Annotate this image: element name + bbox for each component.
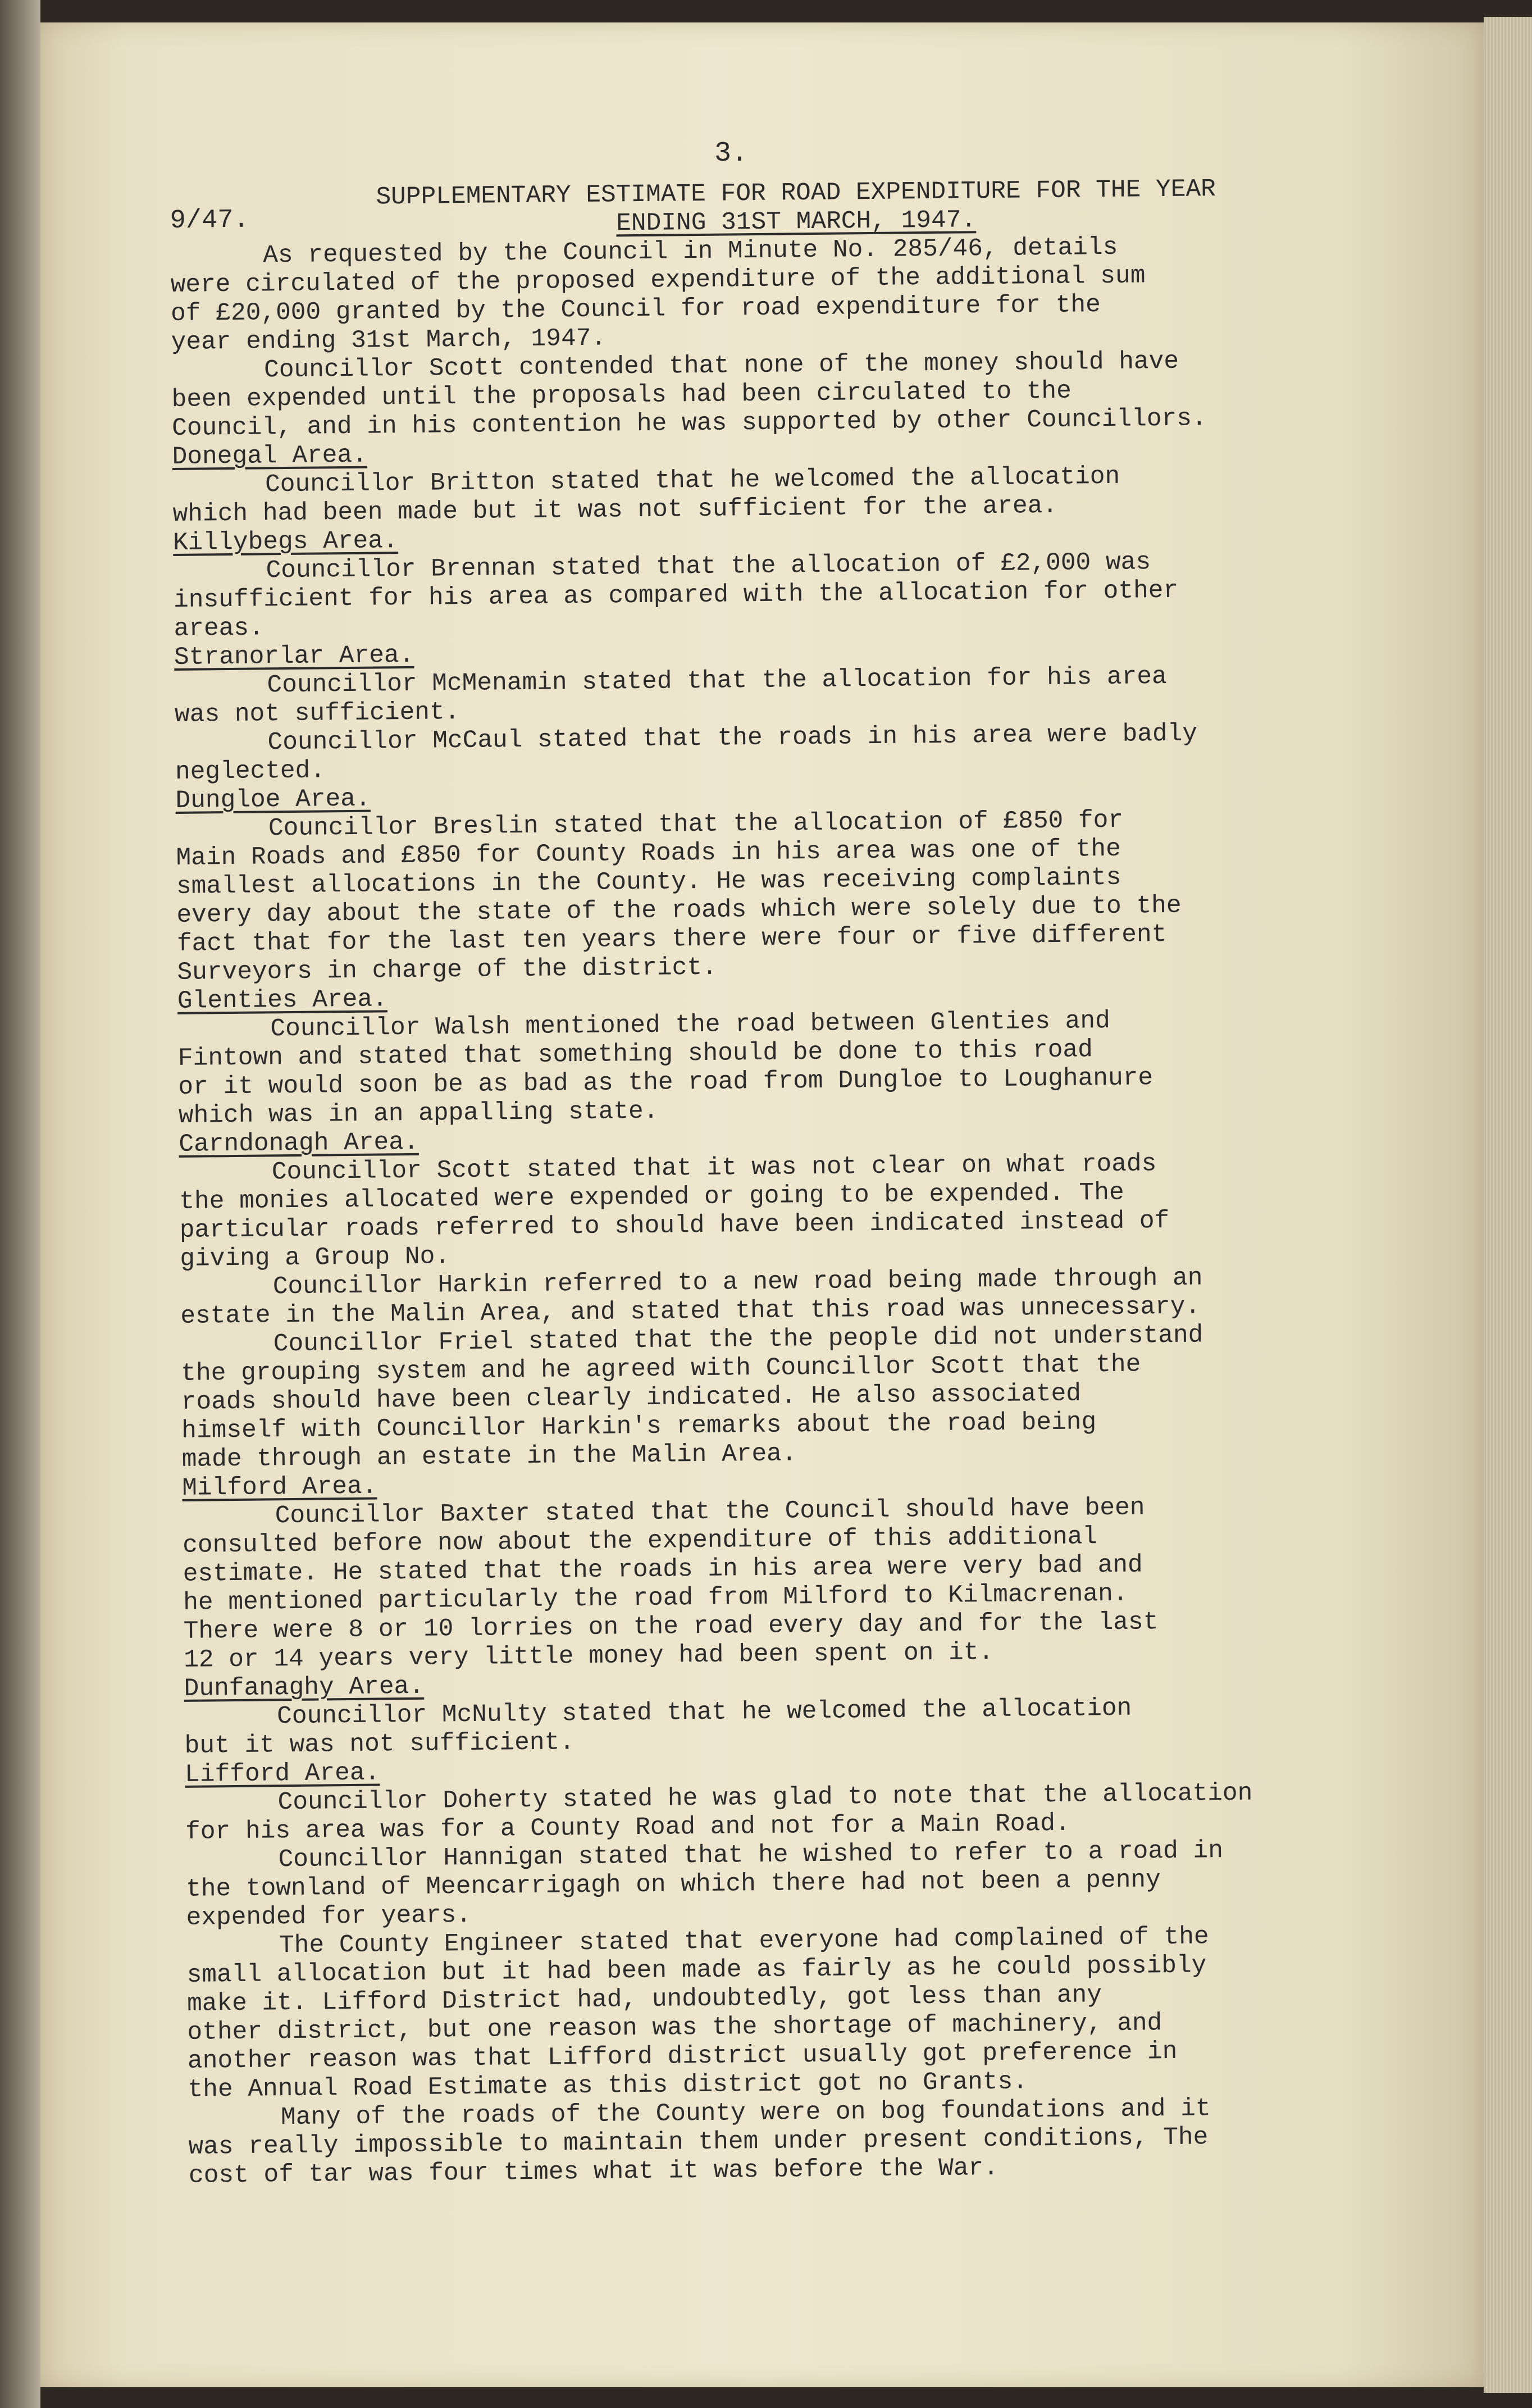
- text-line: small allocation but it had been made as fairly as he could possibly: [186, 1951, 1207, 1990]
- text-line: expended for years.: [186, 1901, 472, 1932]
- title-line-2: ENDING 31ST MARCH, 1947.: [615, 206, 977, 238]
- paragraph: [170, 230, 1440, 357]
- text-line: cost of tar was four times what it was before the War.: [188, 2154, 999, 2190]
- page-number: 3.: [714, 138, 749, 170]
- text-line: other district, but one reason was the shortage of machinery, and: [187, 2009, 1162, 2047]
- paragraph: [179, 1147, 1449, 1274]
- text-line: were circulated of the proposed expenditure of the additional sum: [170, 262, 1146, 299]
- paragraph: [177, 1004, 1448, 1131]
- area-heading: Milford Area.: [182, 1472, 377, 1503]
- text-line: the grouping system and he agreed with Councillor Scott that the: [181, 1350, 1141, 1388]
- title-line-1: SUPPLEMENTARY ESTIMATE FOR ROAD EXPENDITURE FOR THE YEAR: [376, 175, 1216, 212]
- area-heading: Stranorlar Area.: [174, 641, 414, 672]
- text-line: the monies allocated were expended or going to be expended. The: [179, 1178, 1124, 1216]
- text-line: Councillor Brennan stated that the allocation of £2,000 was: [266, 548, 1151, 585]
- text-line: Councillor Scott contended that none of the money should have: [263, 347, 1179, 385]
- text-line: Councillor Walsh mentioned the road between Glenties and: [270, 1007, 1111, 1044]
- text-line: for his area was for a County Road and not for a Main Road.: [185, 1809, 1070, 1846]
- text-line: year ending 31st March, 1947.: [171, 324, 607, 357]
- text-line: make it. Lifford District had, undoubtedly, got less than any: [186, 1981, 1102, 2018]
- paragraph: [181, 1319, 1451, 1474]
- text-line: Councillor McMenamin stated that the allocation for his area: [267, 662, 1167, 700]
- paragraph: [173, 545, 1443, 644]
- text-line: Councillor Britton stated that he welcomed the allocation: [265, 462, 1120, 499]
- text-line: insufficient for his area as compared with the allocation for other: [173, 576, 1179, 614]
- paragraph: [186, 1920, 1457, 2105]
- text-line: Councillor Doherty stated he was glad to note that the allocation: [277, 1779, 1253, 1817]
- text-line: Councillor Harkin referred to a new road being made through an: [272, 1264, 1203, 1301]
- paragraph: [183, 1491, 1453, 1675]
- text-line: Main Roads and £850 for County Roads in his area was one of the: [176, 835, 1121, 872]
- text-line: which had been made but it was not sufficient for the area.: [172, 491, 1058, 529]
- text-line: Many of the roads of the County were on bog foundations and it: [280, 2095, 1211, 2132]
- paragraph: [176, 803, 1447, 987]
- text-line: 12 or 14 years very little money had been spent on it.: [183, 1638, 994, 1674]
- document-body: [170, 173, 1458, 2191]
- text-line: been expended until the proposals had been circulated to the: [171, 377, 1072, 414]
- text-line: Fintown and stated that something should be done to this road: [177, 1036, 1093, 1073]
- paragraph: [171, 345, 1441, 443]
- area-heading: Carndonagh Area.: [179, 1128, 419, 1159]
- text-line: neglected.: [175, 757, 326, 786]
- area-heading: Dunfanaghy Area.: [184, 1672, 425, 1703]
- text-line: As requested by the Council in Minute No. 285/46, details: [262, 233, 1118, 270]
- text-line: The County Engineer stated that everyone had complained of the: [279, 1923, 1209, 1960]
- text-line: fact that for the last ten years there were four or five different: [176, 921, 1167, 958]
- text-line: was not sufficient.: [174, 698, 460, 729]
- text-line: which was in an appalling state.: [178, 1097, 659, 1130]
- text-line: There were 8 or 10 lorries on the road every day and for the last: [183, 1608, 1159, 1646]
- text-line: areas.: [174, 614, 265, 643]
- text-line: particular roads referred to should have been indicated instead of: [179, 1207, 1170, 1245]
- page-edges: [1484, 17, 1532, 2393]
- text-line: giving a Group No.: [180, 1242, 450, 1273]
- text-line: Councillor Scott stated that it was not clear on what roads: [271, 1150, 1157, 1187]
- area-heading: Donegal Area.: [172, 441, 368, 471]
- area-heading: Glenties Area.: [177, 985, 388, 1016]
- paragraph: [185, 1835, 1455, 1933]
- text-line: Council, and in his contention he was supported by other Councillors.: [171, 404, 1207, 443]
- text-line: Councillor Friel stated that the the people did not understand: [273, 1321, 1203, 1359]
- text-line: consulted before now about the expenditure of this additional: [183, 1523, 1098, 1560]
- text-line: Councillor Hannigan stated that he wished to refer to a road in: [278, 1837, 1224, 1874]
- text-line: of £20,000 granted by the Council for road expenditure for the: [170, 291, 1101, 328]
- text-line: Surveyors in charge of the district.: [177, 953, 718, 987]
- document-page: [40, 22, 1484, 2387]
- text-line: Councillor Breslin stated that the allocation of £850 for: [268, 806, 1124, 843]
- text-line: was really impossible to maintain them under present conditions, The: [188, 2123, 1209, 2161]
- text-line: made through an estate in the Malin Area.: [181, 1440, 797, 1474]
- text-line: another reason was that Lifford district usually got preference in: [187, 2037, 1178, 2075]
- text-line: himself with Councillor Harkin's remarks about the road being: [181, 1408, 1097, 1445]
- text-line: but it was not sufficient.: [184, 1728, 575, 1760]
- area-heading: Killybegs Area.: [172, 527, 398, 557]
- minutes-text: [170, 230, 1458, 2191]
- minute-reference: 9/47.: [170, 205, 249, 236]
- text-line: the Annual Road Estimate as this district got no Grants.: [188, 2068, 1028, 2104]
- text-line: Councillor McNulty stated that he welcomed the allocation: [276, 1694, 1132, 1731]
- document-title: [316, 175, 1276, 241]
- book-binding: [0, 0, 40, 2408]
- area-heading: Lifford Area.: [184, 1759, 380, 1789]
- text-line: estate in the Malin Area, and stated that this road was unnecessary.: [180, 1292, 1201, 1331]
- text-line: every day about the state of the roads which were solely due to the: [176, 891, 1182, 930]
- text-line: the townland of Meencarrigagh on which there had not been a penny: [185, 1866, 1161, 1904]
- area-heading: Dungloe Area.: [175, 785, 371, 815]
- text-line: Councillor McCaul stated that the roads in his area were badly: [267, 720, 1198, 757]
- text-line: estimate. He stated that the roads in his area were very bad and: [183, 1551, 1143, 1588]
- text-line: roads should have been clearly indicated. He also associated: [181, 1380, 1082, 1417]
- text-line: smallest allocations in the County. He was receiving complaints: [176, 863, 1121, 901]
- paragraph: [188, 2092, 1458, 2191]
- text-line: he mentioned particularly the road from Milford to Kilmacrenan.: [183, 1579, 1128, 1617]
- text-line: or it would soon be as bad as the road from Dungloe to Loughanure: [178, 1064, 1153, 1101]
- text-line: Councillor Baxter stated that the Council should have been: [275, 1494, 1145, 1531]
